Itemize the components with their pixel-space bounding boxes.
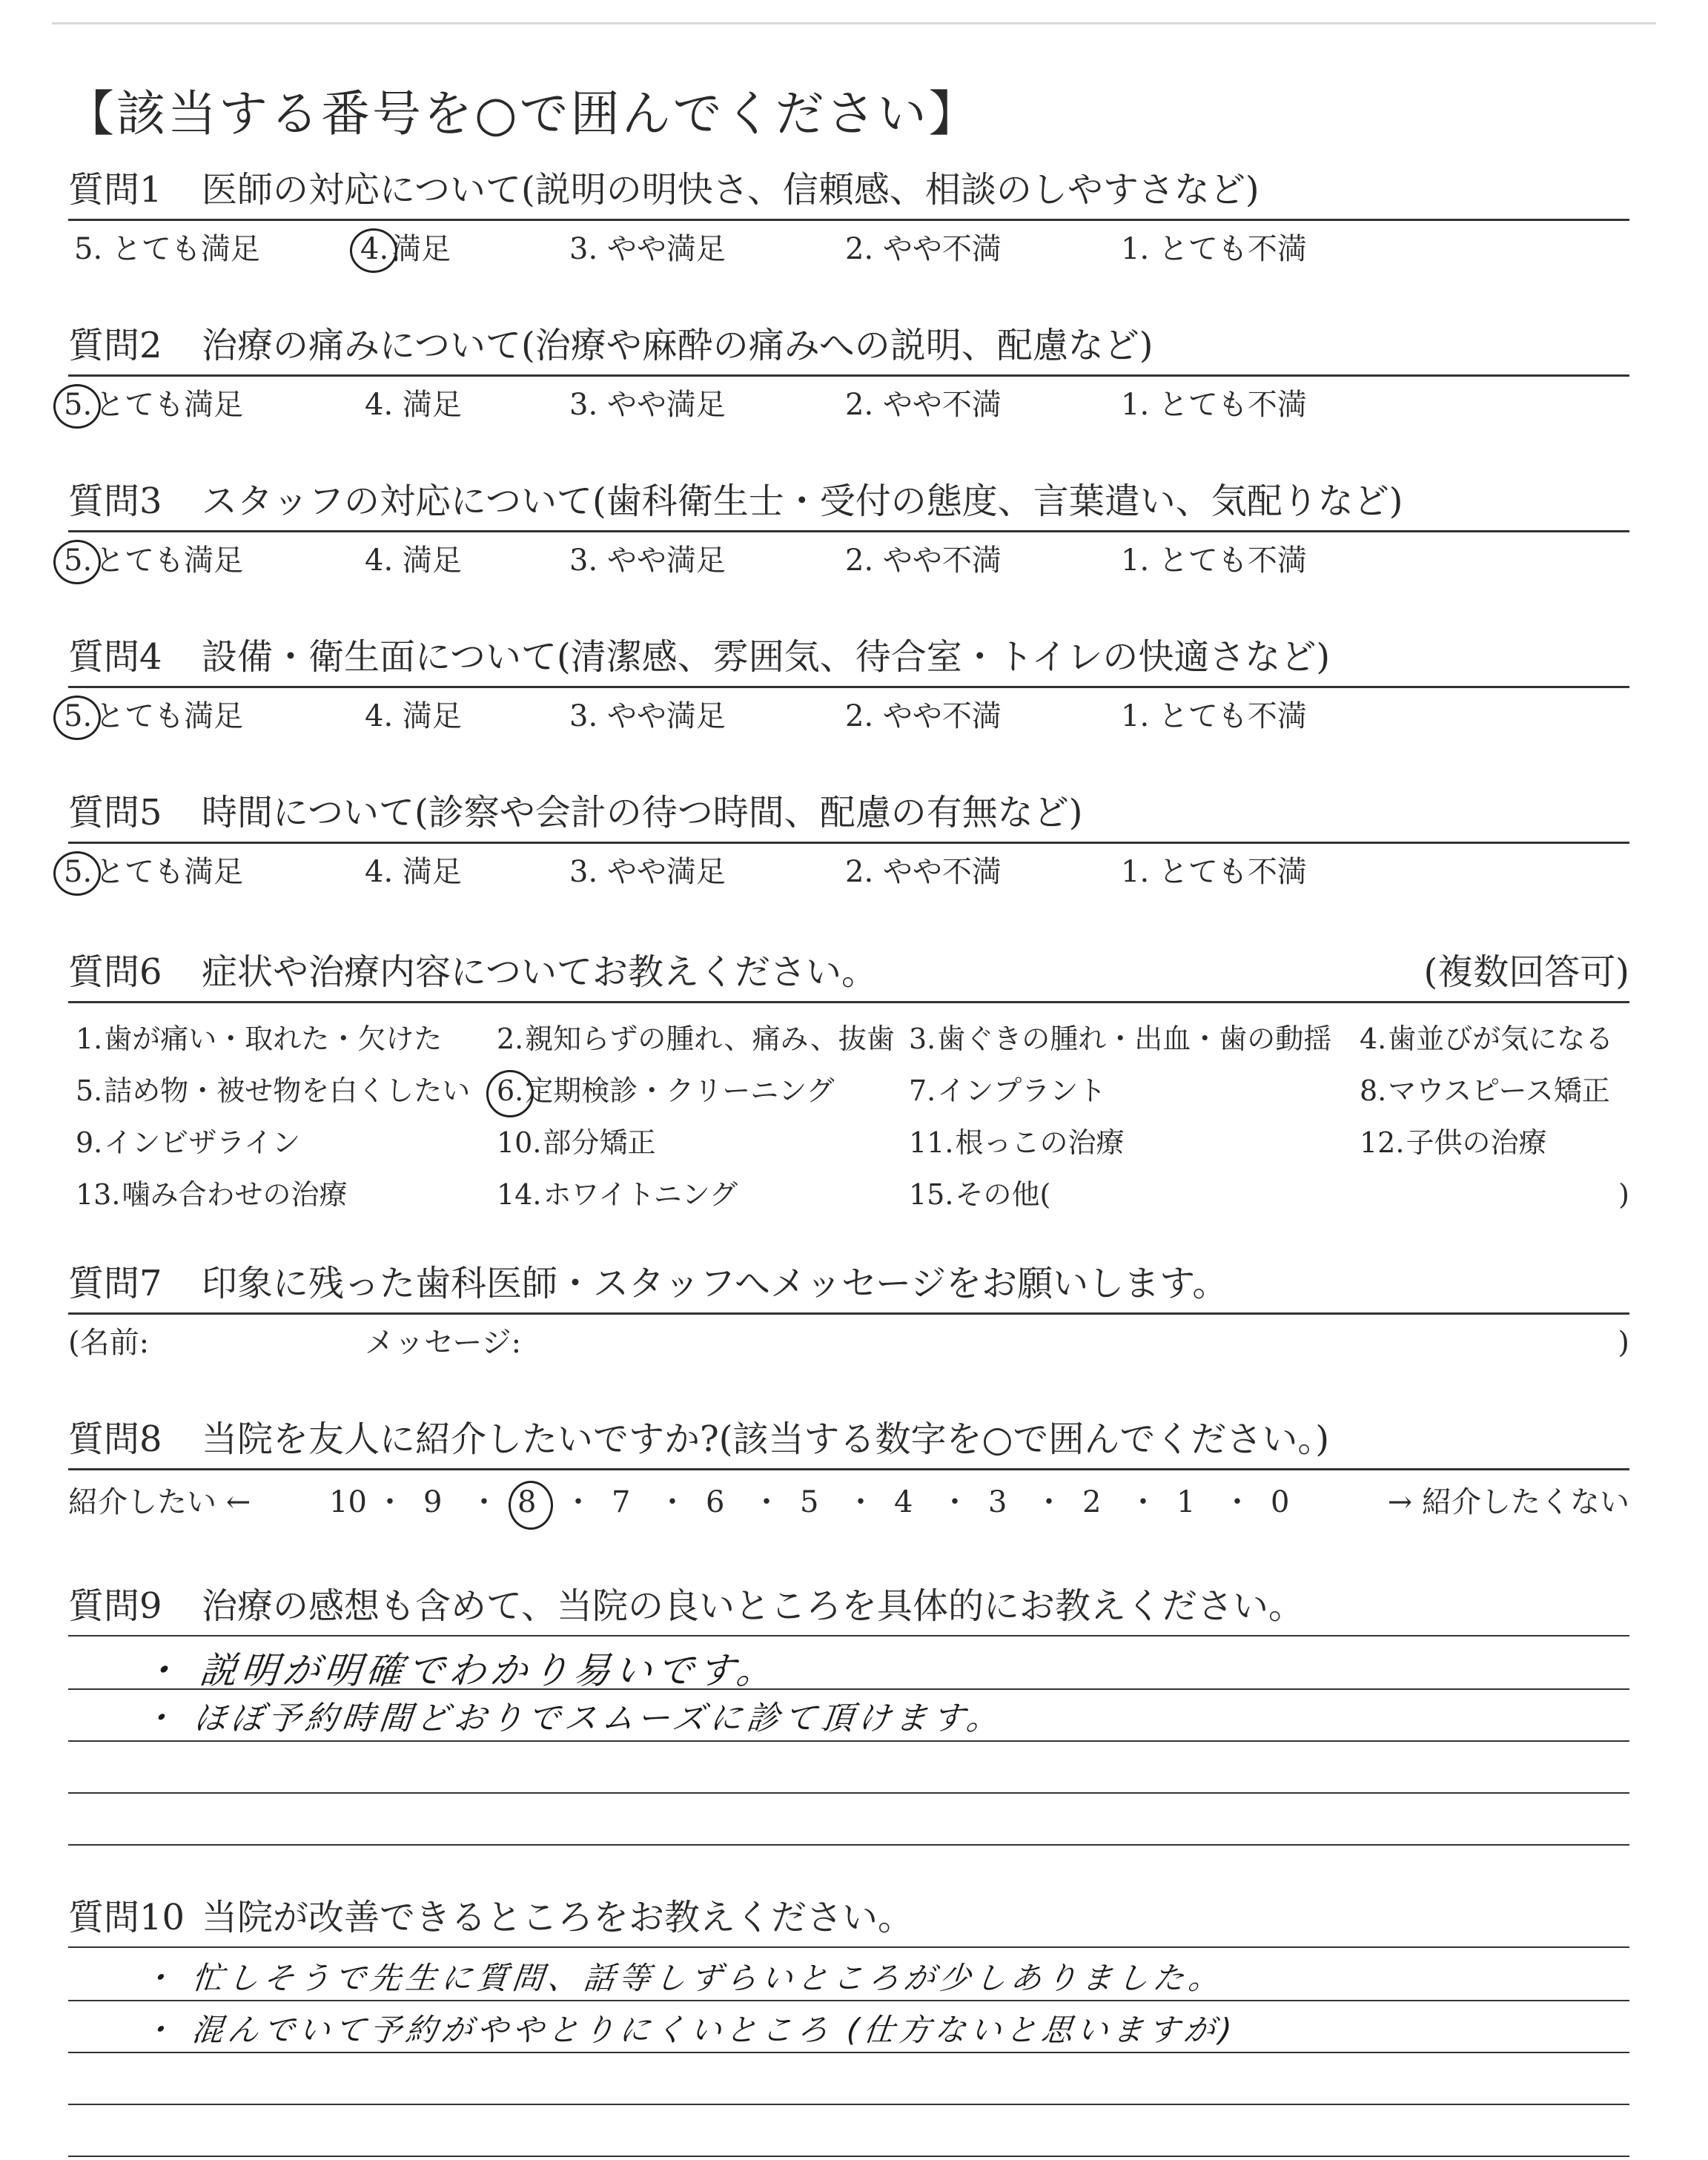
option-number: 8. — [1360, 1074, 1387, 1107]
option-4[interactable]: 4. 満足 — [365, 699, 462, 733]
handwritten-answer-2: ・ ほぼ予約時間どおりでスムーズに診て頂けます。 — [139, 1700, 1006, 1737]
option-label: 子供の治療 — [1406, 1126, 1547, 1159]
option-number: 15. — [909, 1178, 954, 1211]
question-text: 医師の対応について(説明の明快さ、信頼感、相談のしやすさなど) — [202, 169, 1260, 211]
answer-options — [64, 383, 1629, 427]
instruction-header: 【該当する番号を○で囲んでください】 — [65, 85, 980, 142]
selection-circle: 5. — [61, 383, 95, 427]
option-number: 5. — [76, 1074, 103, 1107]
option-5-selected[interactable]: 5. とても満足 — [61, 538, 243, 583]
option-4[interactable]: 4. 満足 — [365, 388, 462, 422]
question-8 — [68, 1416, 1629, 1528]
option-label: 定期検診・クリーニング — [525, 1074, 835, 1107]
symptom-option-4[interactable] — [1358, 1017, 1613, 1061]
option-number: 2. — [497, 1023, 524, 1055]
option-number: 4. — [1360, 1023, 1387, 1055]
scale-value-6[interactable]: 6 — [706, 1485, 725, 1519]
question-text: 設備・衛生面について(清潔感、雰囲気、待合室・トイレの快適さなど) — [202, 636, 1331, 678]
scale-value-1[interactable]: 1 — [1176, 1485, 1196, 1519]
question-text: 治療の感想も含めて、当院の良いところを具体的にお教えください。 — [202, 1585, 1305, 1627]
scale-separator: ・ — [846, 1485, 875, 1519]
option-1[interactable]: 1. とても不満 — [1121, 232, 1307, 266]
option-2[interactable]: 2. やや不満 — [845, 855, 1002, 889]
question-3 — [64, 478, 1629, 583]
question-text: 症状や治療内容についてお教えください。 — [202, 951, 878, 993]
scale-separator: ・ — [940, 1485, 970, 1519]
option-number: 9. — [76, 1126, 103, 1159]
symptom-option-6[interactable] — [495, 1069, 835, 1113]
scale-separator: ・ — [752, 1485, 781, 1519]
answer-lines — [68, 1941, 1629, 2156]
option-4[interactable]: 4. 満足 — [365, 544, 462, 578]
option-label: 詰め物・被せ物を白くしたい — [104, 1074, 471, 1107]
option-label: 部分矯正 — [543, 1126, 656, 1159]
option-label: 根っこの治療 — [955, 1126, 1125, 1159]
option-label: ホワイトニング — [543, 1178, 738, 1211]
option-number: 12. — [1360, 1126, 1405, 1159]
selection-circle: 5. — [61, 538, 95, 583]
option-number: 11. — [909, 1126, 954, 1159]
message-line — [68, 1321, 1629, 1365]
option-number: 3. — [909, 1023, 936, 1055]
handwritten-answer-2: ・ 混んでいて予約がややとりにくいところ (仕方ないと思いますが) — [140, 2012, 1238, 2048]
option-number: 6. — [497, 1074, 524, 1107]
question-number: 質問3 — [68, 480, 162, 522]
option-label: 歯ぐきの腫れ・出血・歯の動揺 — [937, 1023, 1332, 1055]
option-4[interactable]: 4. 満足 — [365, 855, 462, 889]
scale-value-8[interactable]: 8 — [517, 1476, 536, 1528]
answer-options — [68, 227, 1629, 271]
scale-value-4[interactable]: 4 — [894, 1485, 913, 1519]
question-text: 当院を友人に紹介したいですか?(該当する数字を○で囲んでください。) — [202, 1418, 1330, 1460]
message-label[interactable]: メッセージ: — [365, 1326, 522, 1360]
question-number: 質問10 — [68, 1897, 185, 1938]
option-5-selected[interactable]: 5. とても満足 — [61, 850, 243, 894]
question-number: 質問7 — [68, 1263, 162, 1304]
close-paren: ) — [1618, 1326, 1629, 1360]
scale-separator: ・ — [1222, 1485, 1252, 1519]
question-10 — [68, 1895, 1629, 2156]
selection-circle: 4. — [357, 227, 391, 271]
option-label: 噛み合わせの治療 — [122, 1178, 348, 1211]
selection-circle: 5. — [61, 694, 95, 739]
option-5-selected[interactable]: 5. とても満足 — [61, 383, 243, 427]
recommend-scale — [68, 1476, 1629, 1528]
option-1[interactable]: 1. とても不満 — [1121, 855, 1307, 889]
question-5 — [64, 790, 1629, 894]
multiple-answer-note: (複数回答可) — [1423, 951, 1629, 993]
question-text: 印象に残った歯科医師・スタッフへメッセージをお願いします。 — [202, 1263, 1228, 1304]
question-text: 治療の痛みについて(治療や麻酔の痛みへの説明、配慮など) — [202, 325, 1153, 366]
scale-value-3[interactable]: 3 — [988, 1485, 1007, 1519]
scale-separator: ・ — [1128, 1485, 1158, 1519]
question-number: 質問2 — [68, 325, 162, 366]
answer-options — [64, 850, 1629, 894]
option-label: 親知らずの腫れ、痛み、抜歯 — [525, 1023, 895, 1055]
name-label: (名前: — [68, 1326, 150, 1360]
option-label: マウスピース矯正 — [1388, 1074, 1610, 1107]
option-4-selected[interactable]: 4. 満足 — [357, 227, 451, 271]
handwritten-answer-1: ・ 忙しそうで先生に質問、話等しずらいところが少しありました。 — [140, 1960, 1226, 1996]
option-5-selected[interactable]: 5. とても満足 — [61, 694, 243, 739]
symptom-option-12[interactable] — [1358, 1120, 1546, 1165]
option-3[interactable]: 3. やや満足 — [569, 855, 726, 889]
scale-value-7[interactable]: 7 — [612, 1485, 631, 1519]
option-1[interactable]: 1. とても不満 — [1121, 699, 1307, 733]
scale-separator: ・ — [563, 1485, 593, 1519]
question-number: 質問4 — [68, 636, 162, 678]
option-2[interactable]: 2. やや不満 — [845, 388, 1002, 422]
symptom-option-13[interactable] — [74, 1172, 347, 1217]
handwritten-answer-1: ・ 説明が明確でわかり易いです。 — [139, 1649, 781, 1692]
symptom-option-1[interactable] — [74, 1017, 442, 1061]
symptom-option-8[interactable] — [1358, 1069, 1610, 1113]
other-close-paren: ) — [1618, 1178, 1629, 1211]
scale-value-2[interactable]: 2 — [1082, 1485, 1102, 1519]
option-2[interactable]: 2. やや不満 — [845, 232, 1002, 266]
option-number: 13. — [76, 1178, 121, 1211]
question-number: 質問1 — [68, 169, 162, 211]
option-1[interactable]: 1. とても不満 — [1121, 388, 1307, 422]
question-text: 当院が改善できるところをお教えください。 — [202, 1897, 914, 1938]
option-number: 1. — [76, 1023, 103, 1055]
top-border — [52, 22, 1656, 24]
symptom-option-15[interactable] — [907, 1172, 1050, 1217]
option-number: 10. — [497, 1126, 542, 1159]
scale-left-label: 紹介したい ← — [68, 1485, 251, 1519]
scale-separator: ・ — [375, 1485, 405, 1519]
option-2[interactable]: 2. やや不満 — [845, 699, 1002, 733]
option-3[interactable]: 3. やや満足 — [569, 388, 726, 422]
option-label: インビザライン — [104, 1126, 301, 1159]
scale-value-10[interactable]: 10 — [329, 1485, 367, 1519]
symptom-option-2[interactable] — [495, 1017, 895, 1061]
question-number: 質問8 — [68, 1418, 162, 1460]
question-text: スタッフの対応について(歯科衛生士・受付の態度、言葉遣い、気配りなど) — [202, 480, 1403, 522]
option-3[interactable]: 3. やや満足 — [569, 232, 726, 266]
symptom-option-14[interactable] — [495, 1172, 738, 1217]
question-7 — [68, 1261, 1629, 1365]
option-number: 7. — [909, 1074, 936, 1107]
symptom-options — [68, 1009, 1629, 1224]
scale-value-5[interactable]: 5 — [800, 1485, 819, 1519]
question-1 — [68, 167, 1629, 271]
question-text: 時間について(診察や会計の待つ時間、配慮の有無など) — [202, 792, 1083, 833]
symptom-option-3[interactable] — [907, 1017, 1331, 1061]
symptom-option-5[interactable] — [74, 1069, 470, 1113]
symptom-option-11[interactable] — [907, 1120, 1124, 1165]
scale-separator: ・ — [1034, 1485, 1064, 1519]
scale-right-label: → 紹介したくない — [1387, 1485, 1629, 1519]
option-3[interactable]: 3. やや満足 — [569, 699, 726, 733]
question-number: 質問9 — [68, 1585, 162, 1627]
option-label: インプラント — [937, 1074, 1107, 1107]
scale-separator: ・ — [658, 1485, 687, 1519]
question-2 — [64, 323, 1629, 427]
answer-options — [64, 694, 1629, 739]
question-number: 質問6 — [68, 951, 162, 993]
option-5[interactable]: 5. とても満足 — [74, 232, 260, 266]
symptom-option-9[interactable] — [74, 1120, 300, 1165]
symptom-option-7[interactable] — [907, 1069, 1106, 1113]
option-number: 14. — [497, 1178, 542, 1211]
selection-circle: 5. — [61, 850, 95, 894]
option-1[interactable]: 1. とても不満 — [1121, 544, 1307, 578]
question-4 — [64, 634, 1629, 739]
option-label: 歯が痛い・取れた・欠けた — [104, 1023, 443, 1055]
answer-lines — [68, 1629, 1629, 1896]
scale-value-0[interactable]: 0 — [1271, 1485, 1290, 1519]
scale-value-9[interactable]: 9 — [423, 1485, 443, 1519]
symptom-option-10[interactable] — [495, 1120, 655, 1165]
question-9 — [68, 1583, 1629, 1896]
scale-separator: ・ — [469, 1485, 499, 1519]
question-number: 質問5 — [68, 792, 162, 833]
option-3[interactable]: 3. やや満足 — [569, 544, 726, 578]
option-label: 歯並びが気になる — [1388, 1023, 1614, 1055]
option-2[interactable]: 2. やや不満 — [845, 544, 1002, 578]
answer-options — [64, 538, 1629, 583]
question-6 — [68, 949, 1629, 1224]
option-label: その他( — [955, 1178, 1051, 1211]
